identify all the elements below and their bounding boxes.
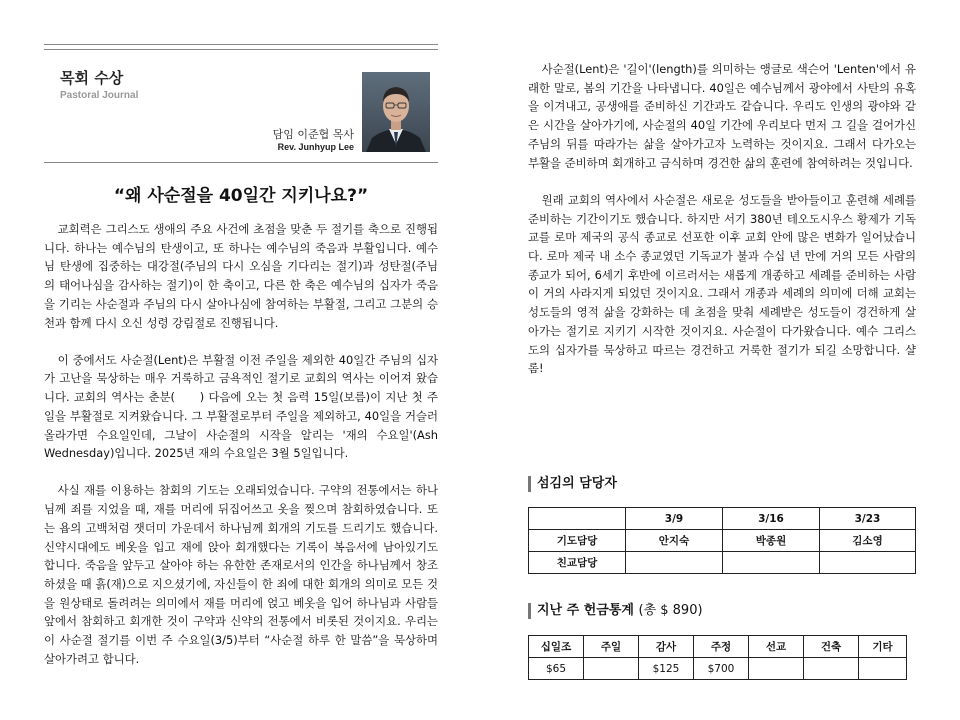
header-rule [44, 162, 438, 163]
table-cell [859, 658, 907, 680]
table-row [529, 552, 916, 574]
table-header-cell: 3/9 [626, 508, 723, 530]
table-cell: 김소영 [820, 530, 916, 552]
table-cell: $125 [639, 658, 694, 680]
left-column [44, 44, 438, 687]
article-paragraph-1: 교회력은 그리스도 생애의 주요 사건에 초점을 맞춘 두 절기를 축으로 진행됩니다. 하나는 예수님의 탄생이고, 또 하나는 예수님의 죽음과 부활입니다. 예수님 탄생에 집중하는 대강절(주님의 다시 오심을 기다리는 절기)과 성탄절(주님의 태어나심을 감사하는 절기)이 한 축이고, 다른 한 축은 예수님의 십자가 죽음을 기리는 사순절과 주님의 다시 살아나심에 참여하는 부활절, 그리고 그분의 승천과 함께 다시 오신 성령 강림절로 진행됩니다. [44, 222, 438, 330]
table-row [529, 530, 916, 552]
table-cell [820, 552, 916, 574]
table-cell [804, 658, 859, 680]
table-row [529, 508, 916, 530]
table-cell: 안지숙 [626, 530, 723, 552]
article-paragraph-2: 이 중에서도 사순절(Lent)은 부활절 이전 주일을 제외한 40일간 주님의 십자가 고난을 묵상하는 매우 거룩하고 금욕적인 절기로 교회의 역사는 이어져 왔습니다. 교회의 역사는 춘분( ) 다음에 오는 첫 음력 15일(보름)이 지난 첫 주일을 부활절로 지켜왔습니다. 그 부활절로부터 주일을 제외하고, 40일을 거슬러 올라가면 수요일인데, 그날이 사순절의 시작을 알리는 '재의 수요일'(Ash Wednesday)입니다. 2025년 재의 수요일은 3월 5일입니다. [44, 352, 438, 461]
article-paragraph-4: 사순절(Lent)은 '길이'(length)를 의미하는 앵글로 색슨어 'Lenten'에서 유래한 말로, 봄의 기간을 나타냅니다. 40일은 예수님께서 광야에서 사탄의 유혹을 이겨내고, 공생애를 준비하신 기간과도 같습니다. 우리도 인생의 광야와 같은 시간을 살아가기에, 사순절의 40일 기간에 우리보다 먼저 그 길을 걸어가신 주님의 뒤를 따라가는 삶을 살아가고자 노력하는 것이지요. 그래서 다가오는 부활을 준비하며 회개하고 금식하며 경건한 삶의 훈련에 참여하려는 것입니다. [528, 62, 916, 170]
servers-section-title [528, 476, 617, 492]
author-name-en: Rev. Junhyup Lee [277, 142, 354, 152]
article-paragraph-3: 사실 재를 이용하는 참회의 기도는 오래되었습니다. 구약의 전통에서는 하나님께 죄를 지었을 때, 재를 머리에 뒤집어쓰고 옷을 찢으며 참회하였습니다. 또는 욥의 고백처럼 잿더미 가운데서 하나님께 회개의 기도를 드리기도 했습니다. 신약시대에도 베옷을 입고 재에 앉아 회개했다는 기록이 복음서에 남아있기도 합니다. 죽음을 앞두고 살아야 하는 유한한 존재로서의 인간을 하나님께서 창조하셨을 때 흙(재)으로 지으셨기에, 자신들이 한 죄에 대한 회개의 의미로 모든 것을 원상태로 돌려려는 의미에서 재를 머리에 얹고 베옷을 입어 하나님과 사람들 앞에서 참회하고 회개한 것이 구약과 신약의 전통에서 비롯된 것이지요. 우리는 이 사순절 절기를 이번 주 수요일(3/5)부터 “사순절 하루 한 말씀”을 묵상하며 살아가려고 합니다. [44, 483, 438, 666]
table-header-cell: 주일 [584, 636, 639, 658]
article-paragraph-5: 원래 교회의 역사에서 사순절은 새로운 성도들을 받아들이고 훈련해 세례를 준비하는 기간이기도 했습니다. 하지만 서기 380년 테오도시우스 황제가 기독교를 로마 제국의 공식 종교로 선포한 이후 교회 안에 많은 변화가 일어났습니다. 로마 제국 내 소수 종교였던 기독교가 불과 수십 년 만에 거의 모든 사람의 종교가 되어, 6세기 후반에 이르러서는 새롭게 개종하고 세례를 준비하는 사람이 거의 사라지게 되었던 것이지요. 그래서 개종과 세례의 의미에 더해 교회는 성도들의 영적 삶을 강화하는 데 초점을 맞춰 세례받은 성도들이 경건하게 살아가는 절기로 지키기 시작한 것이지요. 사순절이 다가왔습니다. 예수 그리스도의 십자가를 묵상하고 따르는 경건하고 거룩한 절기가 되길 소망합니다. 샬롬! [528, 192, 916, 376]
servers-table [528, 507, 916, 574]
table-cell [584, 658, 639, 680]
author-name: 담임 이준협 목사 [272, 128, 354, 141]
table-cell: $700 [694, 658, 749, 680]
table-cell: 박종원 [723, 530, 820, 552]
table-row [529, 658, 907, 680]
table-cell [723, 552, 820, 574]
pastor-photo [362, 72, 430, 152]
table-header-cell: 감사 [639, 636, 694, 658]
table-cell [626, 552, 723, 574]
table-header-cell: 3/23 [820, 508, 916, 530]
right-column [528, 60, 916, 397]
row-label: 기도담당 [529, 530, 626, 552]
table-cell: $65 [529, 658, 584, 680]
article-title: “왜 사순절을 40일간 지키나요?” [113, 186, 369, 206]
table-cell [749, 658, 804, 680]
table-header-cell: 3/16 [723, 508, 820, 530]
column-subtitle: Pastoral Journal [60, 90, 139, 101]
table-row [529, 636, 907, 658]
servers-title-text: 섬김의 담당자 [537, 476, 617, 491]
table-header-cell: 주정 [694, 636, 749, 658]
offering-table [528, 635, 907, 680]
table-header-cell: 십일조 [529, 636, 584, 658]
offering-title-text: 지난 주 헌금통계 [537, 603, 634, 618]
row-label: 친교담당 [529, 552, 626, 574]
table-header-cell: 기타 [859, 636, 907, 658]
column-title: 목회 수상 [60, 69, 124, 87]
table-header-cell: 선교 [749, 636, 804, 658]
table-cell [529, 508, 626, 530]
offering-total: (총 $ 890) [638, 603, 703, 618]
table-header-cell: 건축 [804, 636, 859, 658]
column-header [44, 50, 438, 162]
offering-section-title [528, 603, 703, 619]
